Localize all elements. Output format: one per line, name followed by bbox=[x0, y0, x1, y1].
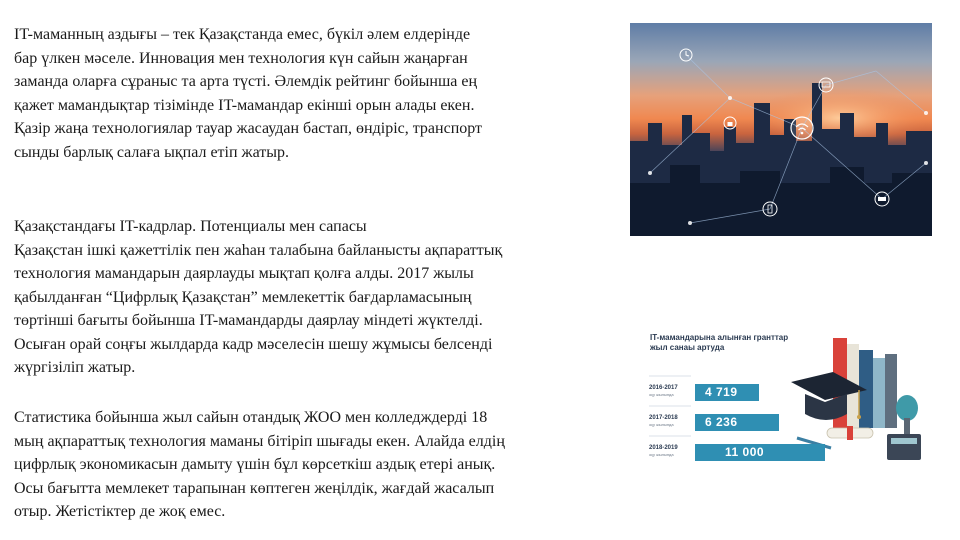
clock-node-icon bbox=[680, 49, 692, 61]
text-line: мың ақпараттық технология маманы бітіріп шығады екен. Алайда елдің bbox=[14, 432, 505, 450]
infographic-subtitle-line: жыл санаы артуда bbox=[650, 343, 725, 352]
grant-year-2-sub: оқу жылында bbox=[649, 422, 674, 427]
infographic-title-line: IT-мамандарына алынған гранттар bbox=[650, 333, 789, 342]
it-grants-infographic bbox=[621, 310, 940, 487]
text-line: төртінші бағыты бойынша IT-мамандарды даярлау міндеті жүктелді. bbox=[14, 312, 483, 329]
text-line: қажет мамандықтар тізімінде IT-мамандар екінші орын алады екен. bbox=[14, 96, 475, 114]
grant-value-1: 4 719 bbox=[705, 385, 738, 399]
calculator-icon bbox=[887, 434, 921, 460]
text-line: IT-маманның аздығы – тек Қазақстанда емес, бүкіл әлем елдерінде bbox=[14, 26, 471, 43]
city-network-photo bbox=[630, 23, 932, 236]
text-line: Қазір жаңа технологиялар тауар жасаудан бастап, өндіріс, транспорт bbox=[14, 120, 483, 137]
paragraph-it-personnel bbox=[14, 215, 630, 380]
section-heading: Қазақстандағы IT-кадрлар. Потенциалы мен сапасы bbox=[14, 218, 367, 235]
paragraph-statistics bbox=[14, 406, 630, 524]
text-line: Осы бағытта мемлекет тарапынан көптеген жеңілдік, жағдай жасалып bbox=[14, 479, 495, 497]
text-line: жүргізіліп жатыр. bbox=[14, 359, 136, 376]
wifi-node-icon bbox=[791, 117, 813, 139]
text-line: технология мамандарын даярлауды мықтап қолға алды. 2017 жылы bbox=[14, 265, 474, 282]
text-line: қабылданған “Цифрлық Қазақстан” мемлекеттік бағдарламасының bbox=[14, 288, 472, 306]
grant-year-1: 2016-2017 bbox=[649, 385, 678, 391]
text-line: Статистика бойынша жыл сайын отандық ЖОО мен колледждерді 18 bbox=[14, 409, 488, 426]
text-line: сынды барлық салаға ықпал етіп жатыр. bbox=[14, 143, 290, 161]
text-line: Осыған орай соңғы жылдарда кадр мәселесін шешу жұмысы белсенді bbox=[14, 335, 493, 353]
city-skyline-illustration bbox=[630, 23, 932, 236]
grant-value-2: 6 236 bbox=[705, 415, 738, 429]
text-line: отыр. Жетістіктер де жоқ емес. bbox=[14, 503, 226, 520]
text-line: цифрлық экономикасын дамыту үшін бұл көрсеткіш аздық етері анық. bbox=[14, 456, 496, 473]
grant-value-3: 11 000 bbox=[725, 445, 765, 459]
text-line: заманда оларға сұраныс та арта түсті. Әлемдік рейтинг бойынша ең bbox=[14, 73, 478, 90]
paragraph-it-shortage bbox=[14, 23, 630, 164]
grant-year-3: 2018-2019 bbox=[649, 445, 678, 451]
grant-year-1-sub: оқу жылында bbox=[649, 392, 674, 397]
plant-icon bbox=[896, 395, 918, 434]
grant-year-2: 2017-2018 bbox=[649, 415, 678, 421]
diploma-scroll-icon bbox=[827, 426, 873, 440]
text-line: бар үлкен мәселе. Инновация мен технология күн сайын жаңарған bbox=[14, 49, 468, 67]
grant-year-3-sub: оқу жылында bbox=[649, 452, 674, 457]
text-line: Қазақстан ішкі қажеттілік пен жаһан талабына байланысты ақпараттық bbox=[14, 241, 503, 259]
